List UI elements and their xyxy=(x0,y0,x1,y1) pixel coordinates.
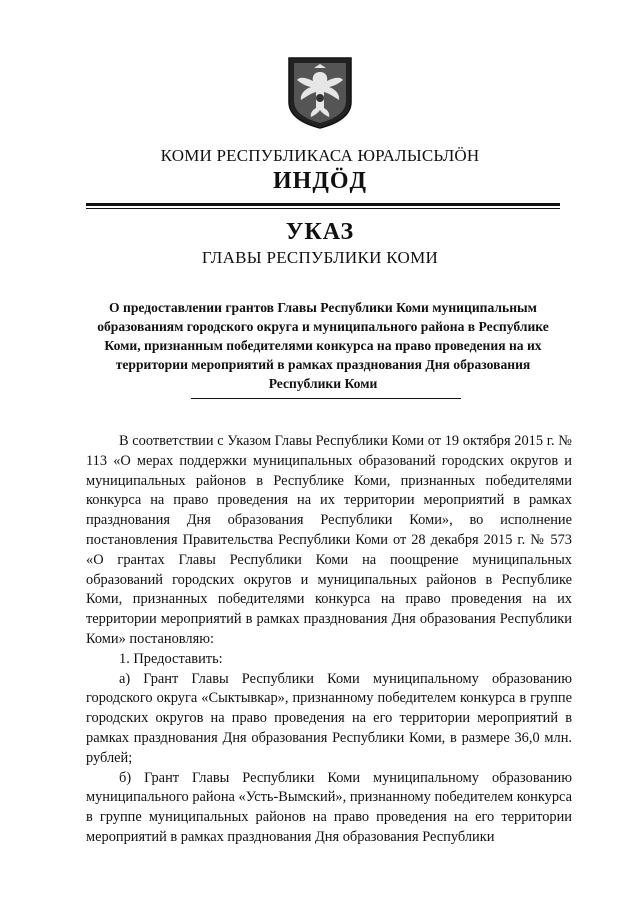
decree-subject: О предоставлении грантов Главы Республики Коми муниципальным образованиям городского округа и муниципального района в Республике Коми, признанным победителями конкурса на право проведения на их территории мероприятий в рамках празднования Дня образования Республики Коми xyxy=(97,300,549,391)
decree-issuer: ГЛАВЫ РЕСПУБЛИКИ КОМИ xyxy=(201,248,439,267)
decree-body xyxy=(86,432,572,848)
header-republic-name: КОМИ РЕСПУБЛИКАСА ЮРАЛЫСЬЛӦН xyxy=(160,146,480,165)
coat-of-arms-emblem xyxy=(285,56,355,130)
body-item-a: а) Грант Главы Республики Коми муниципальному образованию городского округа «Сыктывкар», признанному победителем конкурса в группе городских округов на право проведения на его территории мероприятий в рамках празднования Дня образования Республики Коми, в размере 36,0 млн. рублей; xyxy=(86,670,572,766)
decree-title: УКАЗ xyxy=(285,219,355,245)
header-document-type: ИНДӦД xyxy=(272,168,368,194)
header-divider-thin xyxy=(86,208,560,209)
body-item-1: 1. Предоставить: xyxy=(119,650,223,667)
body-item-b: б) Грант Главы Республики Коми муниципальному образованию муниципального района «Усть-Вымский», признанному победителем конкурса в группе муниципальных районов на право проведения на его территории мероприятий в рамках празднования Дня образования Республики xyxy=(86,769,572,845)
header-divider-thick xyxy=(86,203,560,206)
body-intro-paragraph: В соответствии с Указом Главы Республики Коми от 19 октября 2015 г. № 113 «О мерах поддержки муниципальных образований городских округов и муниципальных районов в Республике Коми, признанных победителями конкурса на право проведения на их территории мероприятий в рамках празднования Дня образования Республики Коми», во исполнение постановления Правительства Республики Коми от 28 декабря 2015 г. № 573 «О грантах Главы Республики Коми на поощрение муниципальных образований городских округов и муниципальных районов в Республике Коми, признанных победителями конкурса на право проведения на их территории мероприятий в рамках празднования Дня образования Республики Коми» постановляю: xyxy=(86,433,572,647)
subject-underline xyxy=(191,398,461,399)
